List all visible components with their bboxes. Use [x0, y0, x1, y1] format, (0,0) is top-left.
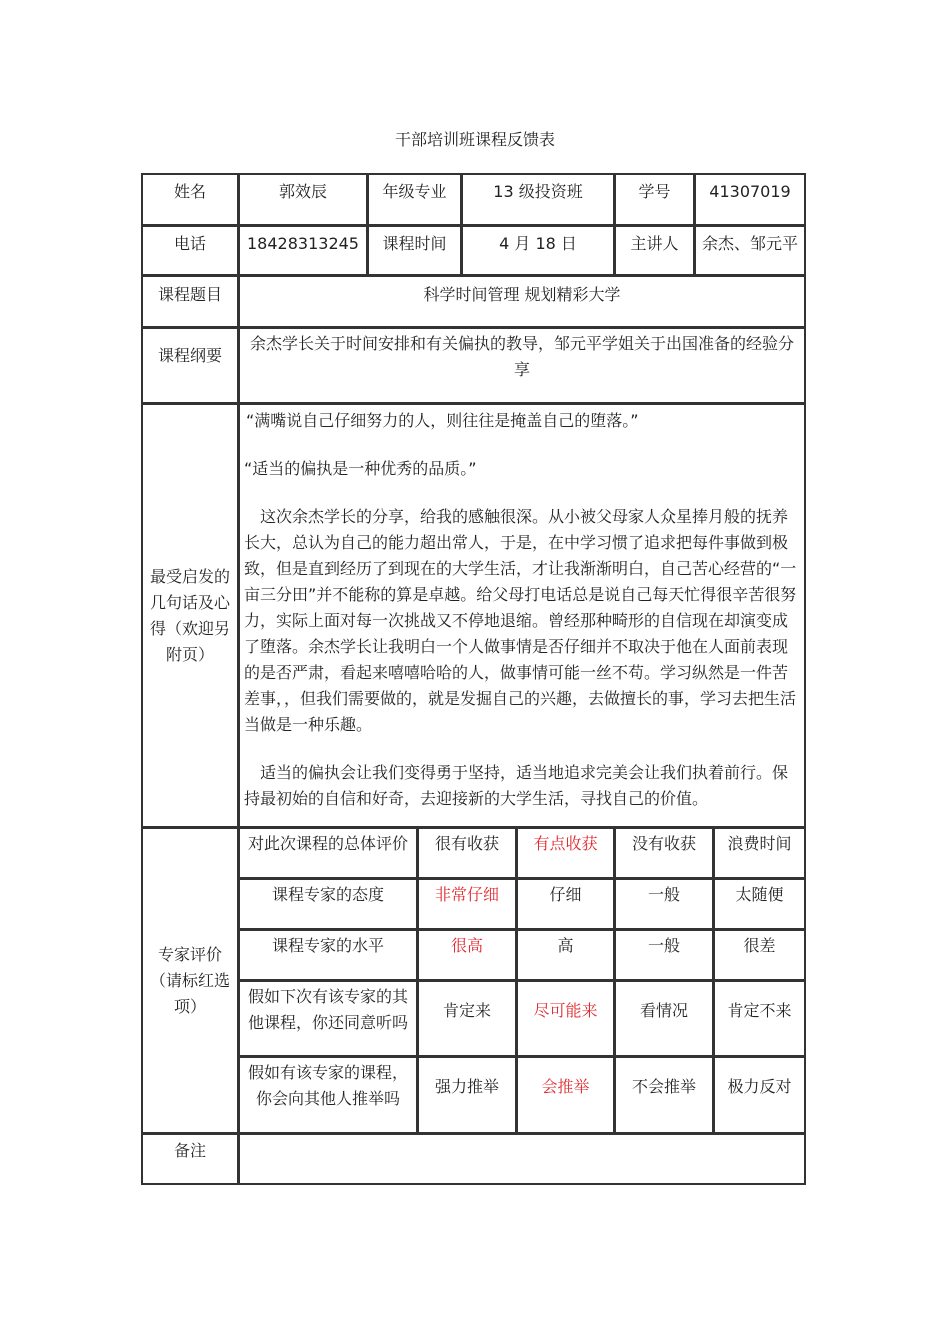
evaluation-option[interactable]: 太随便 — [713, 878, 806, 930]
evaluation-option[interactable]: 一般 — [614, 878, 714, 930]
name-value: 郭效辰 — [238, 173, 368, 226]
evaluation-option[interactable]: 很有收获 — [417, 827, 517, 879]
evaluation-question: 对此次课程的总体评价 — [238, 827, 418, 879]
evaluation-option[interactable]: 不会推举 — [614, 1056, 714, 1134]
phone-value: 18428313245 — [238, 225, 368, 276]
quote-1: “满嘴说自己仔细努力的人，则往往是掩盖自己的堕落。” — [246, 411, 639, 430]
evaluation-option[interactable]: 很差 — [713, 929, 806, 981]
insight-content — [238, 403, 806, 828]
page-title: 干部培训班课程反馈表 — [394, 130, 555, 149]
selected-option[interactable]: 尽可能来 — [516, 980, 615, 1057]
selected-option[interactable]: 会推举 — [516, 1056, 615, 1134]
evaluation-option[interactable]: 强力推举 — [417, 1056, 517, 1134]
outline-label: 课程纲要 — [141, 327, 239, 404]
evaluation-option[interactable]: 高 — [516, 929, 615, 981]
evaluation-option[interactable]: 肯定不来 — [713, 980, 806, 1057]
course-time-label: 课程时间 — [367, 225, 462, 276]
reflection-paragraph-2: 适当的偏执会让我们变得勇于坚持，适当地追求完美会让我们执着前行。保持最初始的自信和好奇，去迎接新的大学生活，寻找自己的价值。 — [244, 763, 789, 808]
evaluation-option[interactable]: 看情况 — [614, 980, 714, 1057]
evaluation-option[interactable]: 极力反对 — [713, 1056, 806, 1134]
remark-label: 备注 — [141, 1133, 239, 1185]
evaluation-question: 课程专家的态度 — [238, 878, 418, 930]
grade-value: 13 级投资班 — [461, 173, 615, 226]
remark-value — [238, 1133, 806, 1185]
expert-label: 专家评价（请标红选项） — [141, 827, 239, 1134]
course-time-value: 4 月 18 日 — [461, 225, 615, 276]
selected-option[interactable]: 非常仔细 — [417, 878, 517, 930]
evaluation-option[interactable]: 没有收获 — [614, 827, 714, 879]
evaluation-question: 课程专家的水平 — [238, 929, 418, 981]
evaluation-question: 假如下次有该专家的其他课程，你还同意听吗 — [238, 980, 418, 1057]
student-id-label: 学号 — [614, 173, 695, 226]
phone-label: 电话 — [141, 225, 239, 276]
reflection-paragraph-1: 这次余杰学长的分享，给我的感触很深。从小被父母家人众星捧月般的抚养长大，总认为自己的能力超出常人，于是，在中学习惯了追求把每件事做到极致，但是直到经历了到现在的大学生活，才让我渐渐明白，自己苦心经营的“一亩三分田”并不能称的算是卓越。给父母打电话总是说自己每天忙得很辛苦很努力，实际上面对每一次挑战又不停地退缩。曾经那种畸形的自信现在却演变成了堕落。余杰学长让我明白一个人做事情是否仔细并不取决于他在人面前表现的是否严肃，看起来嘻嘻哈哈的人，做事情可能一丝不苟。学习纵然是一件苦差事，，但我们需要做的，就是发掘自己的兴趣，去做擅长的事，学习去把生活当做是一种乐趣。 — [244, 507, 797, 734]
speaker-label: 主讲人 — [614, 225, 695, 276]
evaluation-option[interactable]: 一般 — [614, 929, 714, 981]
speaker-value: 余杰、邹元平 — [694, 225, 806, 276]
selected-option[interactable]: 有点收获 — [516, 827, 615, 879]
insight-label: 最受启发的几句话及心得（欢迎另附页） — [141, 403, 239, 828]
evaluation-option[interactable]: 仔细 — [516, 878, 615, 930]
evaluation-question: 假如有该专家的课程，你会向其他人推举吗 — [238, 1056, 418, 1134]
outline-value: 余杰学长关于时间安排和有关偏执的教导，邹元平学姐关于出国准备的经验分享 — [238, 327, 806, 404]
topic-label: 课程题目 — [141, 275, 239, 328]
selected-option[interactable]: 很高 — [417, 929, 517, 981]
topic-value: 科学时间管理 规划精彩大学 — [238, 275, 806, 328]
evaluation-option[interactable]: 浪费时间 — [713, 827, 806, 879]
quote-2: “适当的偏执是一种优秀的品质。” — [244, 459, 477, 478]
student-id-value: 41307019 — [694, 173, 806, 226]
evaluation-option[interactable]: 肯定来 — [417, 980, 517, 1057]
grade-label: 年级专业 — [367, 173, 462, 226]
name-label: 姓名 — [141, 173, 239, 226]
